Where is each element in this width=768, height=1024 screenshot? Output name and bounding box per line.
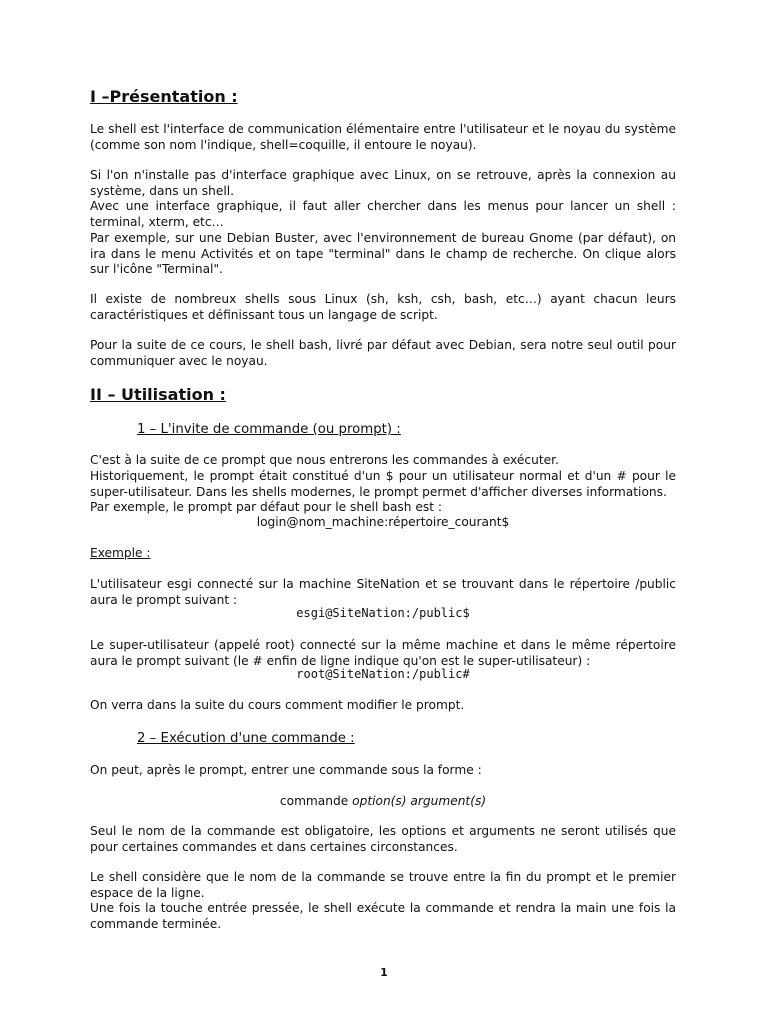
subsection-2-paragraph-3: Le shell considère que le nom de la commande se trouve entre la fin du prompt et le premier espace de la ligne. <box>90 870 676 900</box>
section-1-paragraph-5: Il existe de nombreux shells sous Linux (sh, ksh, csh, bash, etc…) ayant chacun leurs caractéristiques et définissant tous un langage de script. <box>90 292 676 322</box>
default-prompt-format: login@nom_machine:répertoire_courant$ <box>256 515 510 529</box>
subsection-1-paragraph-2: Historiquement, le prompt était constitué d'un $ pour un utilisateur normal et d'un # pour le super-utilisateur. Dans les shells modernes, le prompt permet d'afficher diverses informations. <box>90 469 676 499</box>
example-label: Exemple : <box>90 546 151 560</box>
section-1-paragraph-1: Le shell est l'interface de communication élémentaire entre l'utilisateur et le noyau du système (comme son nom l'indique, shell=coquille, il entoure le noyau). <box>90 122 676 152</box>
section-1-paragraph-6: Pour la suite de ce cours, le shell bash, livré par défaut avec Debian, sera notre seul outil pour communiquer avec le noyau. <box>90 338 676 368</box>
page-number: 1 <box>380 966 388 979</box>
section-2-title: II – Utilisation : <box>90 385 226 404</box>
section-1-paragraph-2: Si l'on n'installe pas d'interface graphique avec Linux, on se retrouve, après la connexion au système, dans un shell. <box>90 168 676 198</box>
example-2-text: Le super-utilisateur (appelé root) connecté sur la même machine et dans le même répertoire aura le prompt suivant (le # enfin de ligne indique qu'on est le super-utilisateur) : <box>90 638 676 668</box>
example-1-prompt: esgi@SiteNation:/public$ <box>296 606 470 620</box>
section-1-paragraph-3: Avec une interface graphique, il faut aller chercher dans les menus pour lancer un shell : terminal, xterm, etc… <box>90 199 676 229</box>
command-syntax <box>90 794 676 810</box>
subsection-2-title: 2 – Exécution d'une commande : <box>137 731 355 746</box>
example-1-text: L'utilisateur esgi connecté sur la machine SiteNation et se trouvant dans le répertoire /public aura le prompt suivant : <box>90 577 676 607</box>
section-1-paragraph-4: Par exemple, sur une Debian Buster, avec l'environnement de bureau Gnome (par défaut), on ira dans le menu Activités et on tape "terminal" dans le champ de recherche. On clique alors sur l'icône "Terminal". <box>90 231 676 277</box>
subsection-1-title: 1 – L'invite de commande (ou prompt) : <box>137 422 401 437</box>
example-2-prompt: root@SiteNation:/public# <box>296 667 470 681</box>
subsection-2-paragraph-2: Seul le nom de la commande est obligatoire, les options et arguments ne seront utilisés que pour certaines commandes et dans certaines circonstances. <box>90 824 676 854</box>
section-1-title: I –Présentation : <box>90 87 238 106</box>
subsection-2-paragraph-4: Une fois la touche entrée pressée, le shell exécute la commande et rendra la main une fois la commande terminée. <box>90 901 676 931</box>
command-syntax-command: commande <box>279 794 349 808</box>
subsection-2-paragraph-1: On peut, après le prompt, entrer une commande sous la forme : <box>90 763 482 777</box>
subsection-1-paragraph-3: Par exemple, le prompt par défaut pour le shell bash est : <box>90 500 442 514</box>
command-syntax-arguments: option(s) argument(s) <box>352 794 487 808</box>
subsection-1-paragraph-4: On verra dans la suite du cours comment modifier le prompt. <box>90 698 465 712</box>
subsection-1-paragraph-1: C'est à la suite de ce prompt que nous entrerons les commandes à exécuter. <box>90 453 559 467</box>
